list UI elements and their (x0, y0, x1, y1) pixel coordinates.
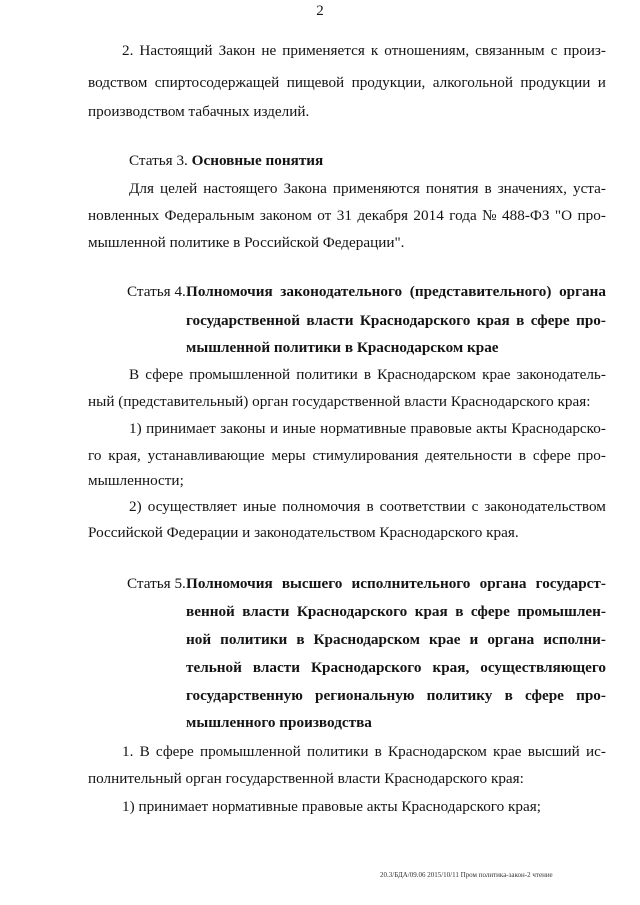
word: в (455, 603, 464, 620)
word: нормативные (320, 420, 407, 437)
article5-title-line-5 (186, 687, 606, 705)
word: деятельности (425, 447, 513, 464)
word: в (374, 743, 382, 760)
word: законом (259, 207, 312, 224)
word: исполнительного (351, 575, 471, 592)
word: про- (576, 312, 606, 329)
word: спиртосодержащей (154, 74, 280, 91)
word: Краснодарском (388, 743, 487, 760)
word: с (471, 498, 479, 515)
word: 2014 (413, 207, 444, 224)
word: № (482, 207, 497, 224)
article3-title: Основные понятия (191, 152, 324, 169)
word: Закона (283, 180, 327, 197)
word: сфере (145, 366, 184, 383)
word: края, (108, 447, 141, 464)
article5-title-line-1 (186, 575, 606, 593)
word: осуществляющего (480, 659, 606, 676)
word: настоящего (203, 180, 278, 197)
word: политики (306, 743, 369, 760)
word: года (449, 207, 477, 224)
word: принимает (146, 420, 216, 437)
word: пищевой (286, 74, 345, 91)
word: края, (432, 659, 470, 676)
word: осуществляет (147, 498, 237, 515)
word: в (366, 498, 374, 515)
word: крае (482, 366, 511, 383)
word: высшего (281, 575, 343, 592)
word: крае (428, 631, 461, 648)
word: применяется (282, 42, 365, 59)
word: государст- (535, 575, 606, 592)
footer-file-reference: 20.3/БДА/09.06 2015/10/11 Пром политика-закон-2 чтение (380, 871, 553, 879)
word: 2) (129, 498, 142, 515)
word: к (370, 42, 379, 59)
article4-body-line-6 (129, 498, 606, 516)
article5-label: Статья 5. (127, 575, 186, 592)
article5-body-line-3: 1) принимает нормативные правовые акты Краснодарского края; (122, 798, 541, 815)
word: уста- (572, 180, 606, 197)
word: целей (159, 180, 198, 197)
word: законодатель- (516, 366, 606, 383)
word: соответствии (379, 498, 466, 515)
article4-title-line-2 (186, 312, 606, 330)
word: органа (559, 283, 606, 300)
word: органа (487, 631, 535, 648)
word: 31 (336, 207, 352, 224)
word: про- (577, 447, 606, 464)
article5-title-line-2 (186, 603, 606, 621)
word: водством (88, 74, 148, 91)
word: в (516, 312, 525, 329)
word: края (476, 312, 510, 329)
word: и (469, 631, 479, 648)
word: 1. (122, 743, 134, 760)
word: законодательством (484, 498, 606, 515)
word: Краснодарском (313, 631, 420, 648)
article4-body-line-3 (129, 420, 606, 438)
word: высший (527, 743, 580, 760)
word: власти (242, 603, 290, 620)
word: органа (479, 575, 527, 592)
word: меры (271, 447, 306, 464)
word: Настоящий (139, 42, 213, 59)
word: региональную (315, 687, 415, 704)
word: 1) (129, 420, 142, 437)
article4-label: Статья 4. (127, 283, 186, 300)
word: и (597, 74, 606, 91)
word: иные (282, 420, 316, 437)
word: Для (129, 180, 154, 197)
word: произ- (563, 42, 606, 59)
article4-body-line-1 (129, 366, 606, 384)
word: политики (296, 366, 358, 383)
word: сфере (155, 743, 194, 760)
word: венной (186, 603, 235, 620)
word: новленных (88, 207, 160, 224)
word: политики (220, 631, 288, 648)
article3-heading (129, 152, 323, 170)
word: ной (186, 631, 212, 648)
word: промышлен- (517, 603, 606, 620)
word: про- (576, 687, 606, 704)
word: не (261, 42, 277, 59)
word: декабря (357, 207, 408, 224)
word: власти (306, 312, 354, 329)
article3-body-line-1 (129, 180, 606, 198)
article5-title-line-4 (186, 659, 606, 677)
word: в (484, 180, 492, 197)
word: продукции (520, 74, 591, 91)
word: 2. (122, 42, 134, 59)
word: отношениям, (384, 42, 470, 59)
article5-title-line-6: мышленного производства (186, 714, 372, 731)
article4-body-line-2: ный (представительный) орган государственной власти Краснодарского края: (88, 393, 591, 410)
word: акты (476, 420, 507, 437)
word: Полномочия (186, 575, 273, 592)
article4-title-line-1 (186, 283, 606, 301)
page-number: 2 (316, 3, 324, 19)
word: го (88, 447, 102, 464)
word: с (550, 42, 558, 59)
article4-body-line-5: мышленности; (88, 472, 184, 489)
word: Краснодарского (311, 659, 422, 676)
word: сфере (524, 687, 564, 704)
article5-body-line-1 (122, 743, 606, 761)
word: Краснодарско- (511, 420, 606, 437)
word: (представительного) (409, 283, 552, 300)
word: Краснодарском (377, 366, 476, 383)
word: государственной (186, 312, 301, 329)
word: В (139, 743, 150, 760)
word: Краснодарского (296, 603, 408, 620)
word: применяются (332, 180, 420, 197)
word: в (363, 366, 371, 383)
word: сфере (532, 447, 571, 464)
article5-body-line-2: полнительный орган государственной власти Краснодарского края: (88, 770, 524, 787)
word: алкогольной (432, 74, 514, 91)
article3-label: Статья 3. (129, 152, 188, 169)
word: исполни- (543, 631, 606, 648)
article4-body-line-7: Российской Федерации и законодательством Краснодарского края. (88, 524, 519, 541)
word: Краснодарского (359, 312, 471, 329)
word: сфере (530, 312, 570, 329)
article3-body-line-3: мышленной политике в Российской Федерации". (88, 234, 405, 251)
word: политику (426, 687, 493, 704)
word: законы (220, 420, 266, 437)
word: государственную (186, 687, 303, 704)
word: стимулирования (312, 447, 419, 464)
word: Федеральным (164, 207, 255, 224)
word: законодательного (280, 283, 403, 300)
word: промышленной (189, 366, 291, 383)
word: устанавливающие (147, 447, 265, 464)
word: крае (493, 743, 522, 760)
word: Закон (218, 42, 256, 59)
word: края (414, 603, 448, 620)
word: иные (243, 498, 277, 515)
word: тельной (186, 659, 242, 676)
word: 488-ФЗ (502, 207, 550, 224)
word: В (129, 366, 140, 383)
para1-line-3: производством табачных изделий. (88, 103, 310, 120)
word: значениях, (497, 180, 567, 197)
word: ис- (585, 743, 606, 760)
word: понятия (425, 180, 479, 197)
word: и (269, 420, 279, 437)
article3-body-line-2 (88, 207, 606, 225)
word: Полномочия (186, 283, 273, 300)
word: промышленной (199, 743, 301, 760)
para1-line-1 (122, 42, 606, 60)
article4-title-line-3: мышленной политики в Краснодарском крае (186, 339, 499, 356)
word: сфере (470, 603, 510, 620)
word: "О (554, 207, 573, 224)
word: власти (252, 659, 300, 676)
word: в (504, 687, 513, 704)
word: про- (577, 207, 606, 224)
para1-line-2 (88, 74, 606, 92)
word: правовые (410, 420, 472, 437)
word: в (518, 447, 527, 464)
word: связанным (475, 42, 545, 59)
article4-body-line-4 (88, 447, 606, 465)
word: в (296, 631, 305, 648)
word: полномочия (282, 498, 361, 515)
article5-title-line-3 (186, 631, 606, 649)
word: продукции, (351, 74, 426, 91)
word: от (317, 207, 332, 224)
